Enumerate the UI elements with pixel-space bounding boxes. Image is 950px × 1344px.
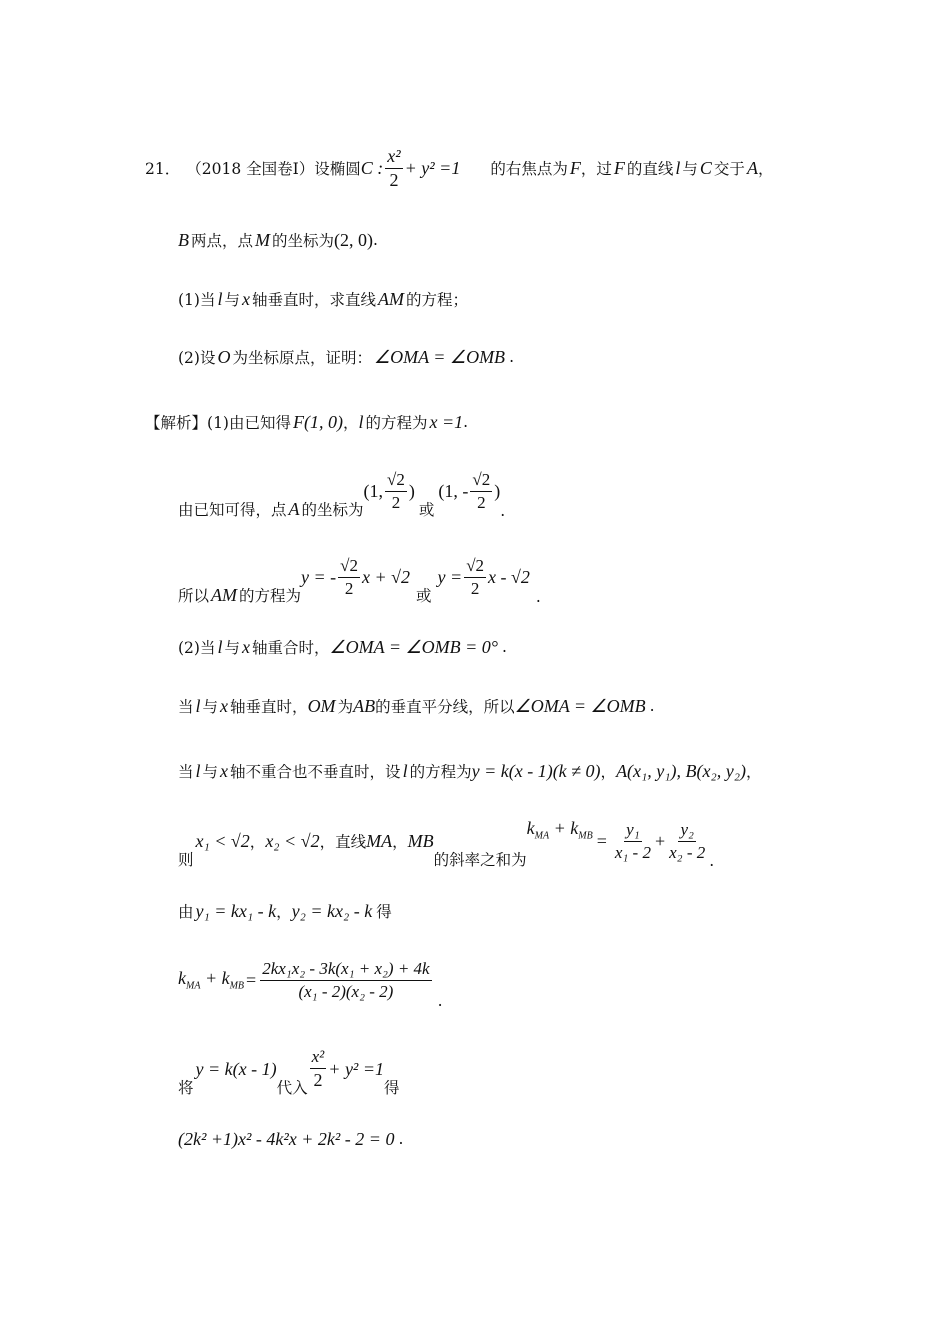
sqrt2-over-2 [464, 556, 486, 598]
eq-part: x - √2 [488, 566, 530, 587]
sub-MB: MB [578, 830, 593, 842]
ellipse-fraction [385, 146, 402, 190]
solution-line-3 [178, 548, 541, 606]
eq-part: x + √2 [362, 566, 411, 587]
period: . [501, 638, 507, 656]
solution-text: ，直线 [319, 833, 367, 851]
line-l: l [402, 760, 408, 781]
fraction-numerator: x² [310, 1047, 327, 1069]
fraction-numerator: √2 [470, 470, 492, 492]
fraction-denominator: 2 [470, 578, 480, 598]
solution-text: 轴重合时， [252, 639, 330, 657]
solution-line-11 [178, 1124, 403, 1154]
solution-text: 的方程为 [409, 763, 472, 781]
period: . [373, 231, 378, 249]
problem-text: 的右焦点为 [490, 160, 568, 178]
problem-line-2 [178, 226, 378, 254]
fraction-denominator: 2 [477, 492, 486, 512]
axis-x: x [220, 695, 229, 716]
line-equation: y = k(x - 1)(k ≠ 0) [471, 760, 601, 781]
axis-x: x [242, 636, 250, 657]
line-MA: MA [366, 830, 393, 851]
solution-text: 与 [224, 639, 240, 657]
line-AM: AM [378, 288, 405, 309]
solution-text: 则 [178, 851, 194, 869]
solution-line-6 [178, 757, 762, 785]
problem-number: 21． [145, 160, 181, 178]
problem-line-1 [145, 142, 773, 194]
sqrt2-over-2 [338, 556, 360, 598]
coord-open: (1, - [438, 480, 469, 501]
sub-MA: MA [534, 830, 550, 842]
equation-y2: y₂ = kx₂ - k [291, 900, 373, 921]
line-MB: MB [407, 830, 434, 851]
solution-line-7: 则 x₁ < √2 ， x₂ < √2 ，直线 MA ， MB 的斜率之和为 $k_{MA} + k_{MB}$ = $\frac{\text{y₁}}{\text{x₁ - 2}}$ + $\frac{\text{y₂}}{\text{x₂ - 2}}$ . [178, 818, 715, 870]
focus-F-2: F [613, 157, 625, 178]
period: . [649, 697, 655, 715]
solution-text: 的方程为 [239, 587, 302, 605]
ellipse-fraction [310, 1047, 327, 1090]
problem-text: ， [757, 160, 774, 178]
ellipse-rest: + y² =1 [328, 1058, 384, 1079]
k-symbol: k [178, 968, 186, 989]
fraction-denominator: x₂ - 2 [669, 842, 706, 862]
solution-text: 与 [202, 763, 219, 781]
solution-line-1 [145, 408, 468, 436]
solution-text: 将 [178, 1079, 194, 1097]
problem-text: 与 [682, 160, 698, 178]
fraction-denominator: 2 [344, 578, 354, 598]
solution-text: 得 [376, 903, 392, 921]
comma: ， [276, 903, 292, 921]
period: . [535, 588, 541, 606]
solution-text: 轴垂直时， [230, 698, 308, 716]
sqrt2-over-2 [470, 470, 492, 512]
solution-text: 的方程为 [365, 414, 428, 432]
focus-coord: F(1, 0) [292, 411, 343, 432]
ellipse-C: C : [360, 157, 384, 178]
coord-close: ) [408, 480, 415, 501]
comma: ， [746, 763, 762, 781]
line-equation: y = k(x - 1) [195, 1058, 277, 1079]
solution-text: 代入 [276, 1079, 308, 1097]
solution-text: (1)由已知得 [207, 414, 291, 432]
line-AM: AM [211, 585, 238, 605]
comma: ， [600, 763, 617, 781]
origin-O: O [217, 346, 231, 367]
fraction-y2 [667, 820, 707, 862]
k-symbol: + k [204, 968, 230, 989]
slope-sum [178, 968, 244, 992]
solution-heading: 【解析】 [145, 414, 208, 432]
q2-label: (2)设 [178, 349, 216, 367]
solution-text: (2)当 [178, 639, 216, 657]
equals: = [246, 969, 257, 990]
period: . [398, 1130, 404, 1148]
q1-label: (1)当 [178, 291, 216, 309]
fraction-numerator: y₂ [678, 820, 695, 842]
fraction-y1 [613, 820, 653, 862]
q1-text: 的方程； [406, 291, 469, 309]
point-M-coord: (2, 0) [334, 229, 374, 250]
solution-text: 由已知可得，点 [178, 501, 287, 519]
period: . [463, 413, 469, 431]
coord-open: (1, [363, 480, 384, 501]
q1-text: 与 [224, 291, 240, 309]
point-A: A [288, 499, 300, 519]
problem-text: 交于 [713, 160, 745, 178]
solution-text: ， [342, 414, 359, 432]
line-l: l [358, 411, 364, 432]
solution-text: 的坐标为 [301, 501, 364, 519]
q1-text: 轴垂直时，求直线 [252, 291, 377, 309]
period: . [500, 502, 506, 520]
period: . [709, 852, 715, 870]
equals: = [596, 830, 607, 851]
fraction-numerator: 2kx₁x₂ - 3k(x₁ + x₂) + 4k [260, 959, 431, 981]
ellipse-denominator: 2 [389, 169, 399, 190]
q2-text: 为坐标原点，证明： [232, 349, 372, 367]
ellipse-numerator: x² [385, 146, 402, 169]
fraction-denominator: x₁ - 2 [614, 842, 651, 862]
point-B: B [178, 229, 189, 250]
solution-text: 与 [202, 698, 219, 716]
sub-MA: MA [186, 980, 201, 992]
equation-y1: y₁ = kx₁ - k [195, 900, 277, 921]
solution-line-2 [178, 462, 505, 520]
period: . [509, 348, 514, 366]
solution-line-5 [178, 692, 655, 720]
problem-text: 的直线 [626, 160, 674, 178]
fraction-denominator: 2 [313, 1069, 323, 1090]
fraction-numerator: √2 [385, 470, 407, 492]
ellipse-C-2: C [699, 157, 712, 178]
inequality-1: x₁ < √2 [195, 830, 250, 851]
coord-close: ) [494, 480, 501, 501]
solution-line-10 [178, 1040, 400, 1098]
solution-text: 轴不重合也不垂直时，设 [230, 763, 401, 781]
solution-line-4 [178, 633, 507, 661]
line-l: l [675, 157, 681, 178]
solution-text: 得 [383, 1079, 400, 1097]
fraction-numerator: y₁ [624, 820, 641, 842]
angle-equation: ∠OMA = ∠OMB [373, 346, 506, 367]
line-l: l [217, 636, 223, 657]
axis-x: x [220, 760, 229, 781]
or-text: 或 [418, 501, 435, 519]
solution-line-8 [178, 896, 392, 926]
sqrt2-over-2 [385, 470, 407, 512]
sub-MB: MB [229, 980, 245, 992]
line-l: l [217, 288, 223, 309]
inequality-2: x₂ < √2 [265, 830, 320, 851]
solution-text: ， [392, 833, 408, 851]
eq-part: y = - [301, 566, 337, 587]
k-symbol: k [526, 818, 535, 838]
eq-part: y = [437, 566, 463, 587]
period: . [437, 992, 443, 1010]
solution-text: 为 [337, 698, 354, 716]
quadratic-equation: (2k² +1)x² - 4k²x + 2k² - 2 = 0 [178, 1128, 395, 1149]
focus-F: F [569, 157, 581, 178]
line-l: l [195, 760, 201, 781]
angle-equation: ∠OMA = ∠OMB = 0° [329, 636, 498, 657]
solution-line-9 [178, 950, 443, 1010]
axis-x: x [242, 288, 250, 309]
angle-equation: ∠OMA = ∠OMB [514, 695, 646, 716]
problem-source: （2018 全国卷Ⅰ） [186, 160, 315, 178]
solution-text: 所以 [178, 587, 210, 605]
question-2 [178, 343, 514, 371]
fraction-numerator: √2 [338, 556, 360, 578]
solution-text: 当 [178, 698, 194, 716]
solution-text: 的垂直平分线，所以 [375, 698, 515, 716]
slope-sum [527, 818, 593, 842]
ellipse-rest: + y² =1 [404, 157, 461, 178]
fraction-denominator: 2 [391, 492, 401, 512]
or-text: 或 [416, 587, 432, 605]
segment-OM: OM [307, 695, 336, 716]
solution-text: 的斜率之和为 [433, 851, 527, 869]
fraction-denominator: (x₁ - 2)(x₂ - 2) [298, 981, 394, 1001]
problem-text: 两点，点 [191, 232, 254, 250]
solution-text: 由 [178, 903, 194, 921]
segment-AB: AB [353, 695, 376, 716]
comma: ， [249, 833, 266, 851]
problem-text: ，过 [580, 160, 612, 178]
question-1 [178, 285, 468, 313]
intersection-points: A(x₁, y₁), B(x₂, y₂) [616, 760, 747, 781]
line-l: l [195, 695, 201, 716]
k-symbol: + k [553, 818, 579, 838]
point-M: M [255, 229, 271, 250]
slope-sum-fraction [260, 959, 431, 1001]
line-equation: x =1 [429, 411, 464, 432]
solution-text: 当 [178, 763, 194, 781]
fraction-numerator: √2 [464, 556, 486, 578]
point-A: A [746, 157, 758, 178]
problem-text: 设椭圆 [314, 160, 361, 178]
problem-text: 的坐标为 [272, 232, 335, 250]
